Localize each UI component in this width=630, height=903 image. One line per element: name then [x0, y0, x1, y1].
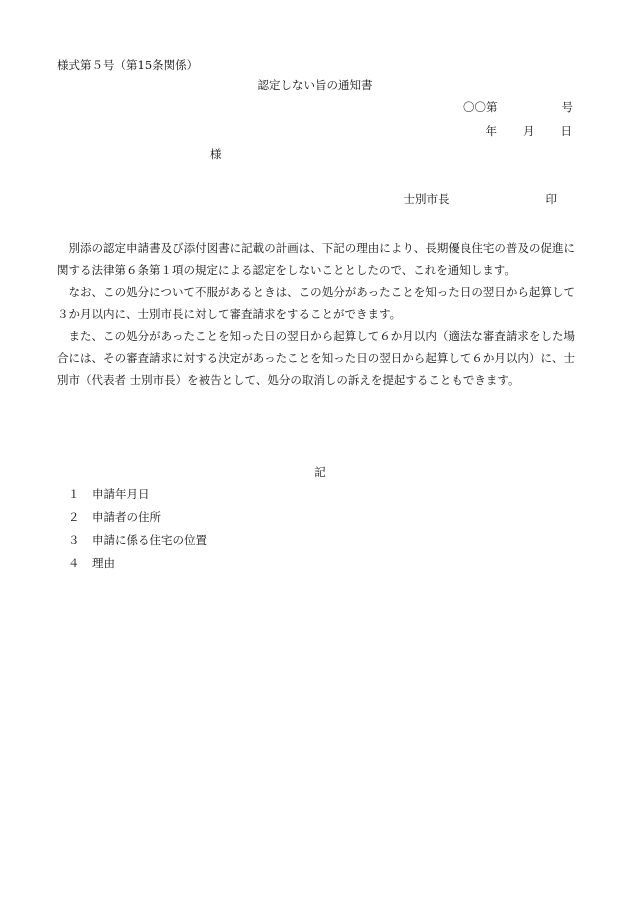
issuer: [404, 192, 558, 206]
document-number: [463, 100, 573, 114]
item-number: １: [68, 487, 80, 501]
item-number: ２: [68, 510, 80, 524]
item-number: ３: [68, 533, 80, 547]
paragraph-lawsuit: また、この処分があったことを知った日の翌日から起算して６か月以内（適法な審査請求をした場合には、その審査請求に対する決定があったことを知った日の翌日から起算して６か月以内）に、士別市（代表者 士別市長）を被告として、処分の取消しの訴えを提起することもできます。: [57, 329, 575, 387]
addressee: 様: [210, 147, 222, 161]
date-month: 月: [523, 124, 535, 138]
item-number: ４: [68, 556, 80, 570]
paragraph-main: 別添の認定申請書及び添付図書に記載の計画は、下記の理由により、長期優良住宅の普及の促進に関する法律第６条第１項の規定による認定をしないこととしたので、これを通知します。: [57, 241, 575, 277]
issuer-name: 士別市長: [403, 192, 450, 206]
document-number-suffix: 号: [561, 100, 573, 114]
item-list: [68, 483, 207, 575]
list-item: [68, 483, 207, 506]
issue-date: [486, 124, 573, 138]
paragraph-appeal: なお、この処分について不服があるときは、この処分があったことを知った日の翌日から起算して３か月以内に、士別市長に対して審査請求をすることができます。: [57, 285, 575, 321]
list-item: [68, 552, 207, 575]
item-label: 申請年月日: [92, 487, 150, 501]
item-label: 申請者の住所: [92, 510, 161, 524]
document-number-prefix: 〇〇第: [463, 100, 498, 114]
document-title: 認定しない旨の通知書: [257, 78, 373, 92]
date-day: 日: [560, 124, 572, 138]
seal-mark: 印: [545, 192, 557, 206]
item-label: 申請に係る住宅の位置: [92, 533, 207, 547]
list-item: [68, 506, 207, 529]
form-number-label: 様式第５号（第15条関係）: [57, 58, 199, 72]
ki-heading: 記: [314, 465, 326, 479]
notice-body: [57, 237, 575, 391]
item-label: 理由: [92, 556, 115, 570]
date-year: 年: [485, 124, 497, 138]
list-item: [68, 529, 207, 552]
